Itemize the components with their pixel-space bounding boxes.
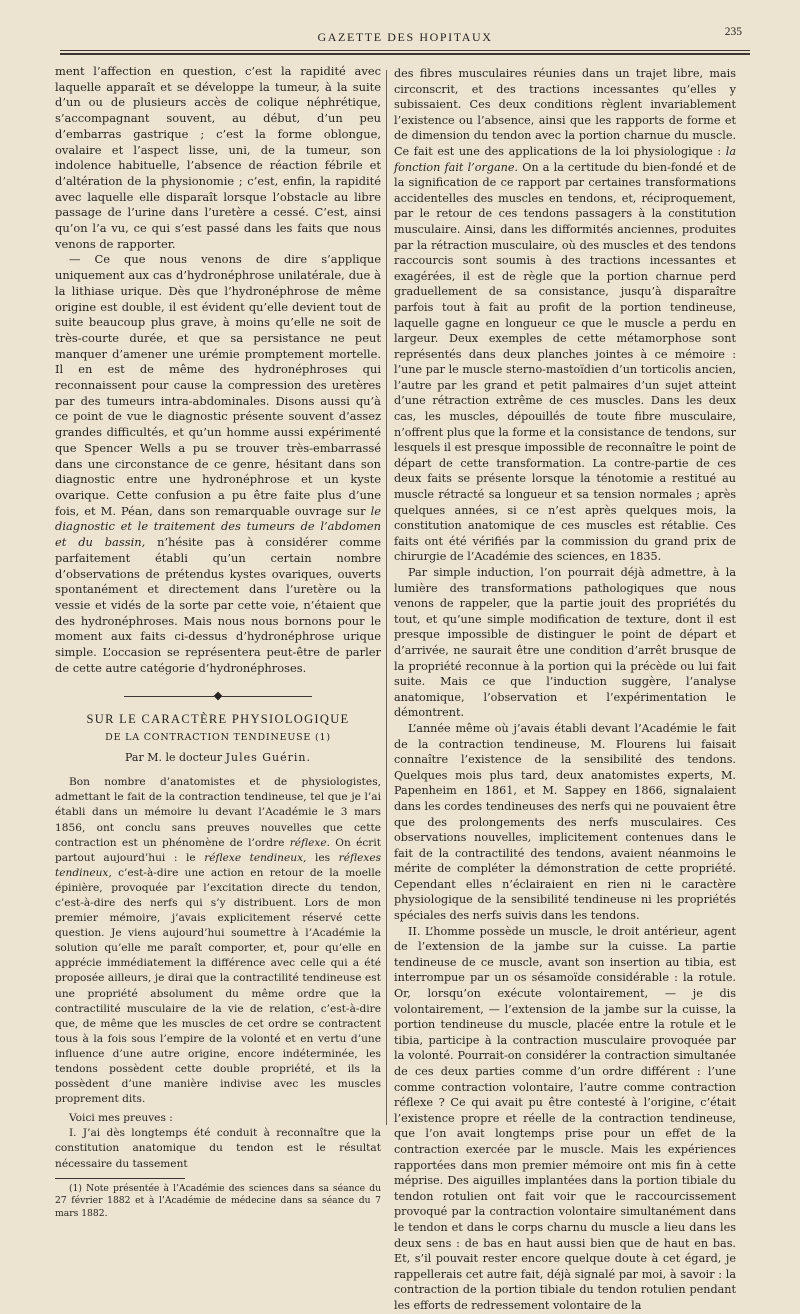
text-run: les: [315, 851, 331, 864]
paragraph-flourens: L’année même où j’avais établi devant l’Académie le fait de la contraction tendineuse, M. Flourens lui faisait connaître l’existence de la sensibilité des tendons. Quelques mois plus tard, deux anatomistes experts, M. Papenheim en 1861, et M. Sappey en 1866, signalaient dans les cordes tendineuses des nerfs qui ne pouvaient être que des prolongements des nerfs musculaires. Ces observations nouvelles, implicitement contenues dans le fait de la contractilité des tendons, avaient néanmoins le mérite de compléter la démonstration de cette propriété. Cependant elles n’éclairaient en rien ni le caractère physiologique de la sensibilité tendineuse ni les propriétés spéciales des nerfs suivis dans les tendons.: [394, 721, 736, 923]
page-header: [60, 22, 750, 60]
paragraph-hydronephrose: [55, 252, 381, 676]
paragraph-section-1: I. J’ai dès longtemps été conduit à reconnaître que la constitution anatomique du tendon est le résultat nécessaire du tassement: [55, 1127, 381, 1170]
author-name: Jules Guérin.: [225, 750, 311, 764]
term-italic: réflexe.: [289, 836, 330, 849]
paragraph-continued-right: [394, 66, 736, 565]
paragraph-section-2: II. L’homme possède un muscle, le droit antérieur, agent de l’extension de la jambe sur la cuisse. La partie tendineuse de ce muscle, avant son insertion au tibia, est interrompue par un os sésamoïde considérable : la rotule. Or, lorsqu’on exécute volontairement, — je dis volontairement, — l’extension de la jambe sur la cuisse, la portion tendineuse du muscle, placée entre la rotule et le tibia, participe à la contraction musculaire provoquée par la volonté. Pourrait-on considérer la contraction simultanée de ces deux parties comme d’un ordre différent : l’une comme contraction volontaire, l’autre comme contraction réflexe ? Ce qui avait pu être contesté à l’origine, c’était l’existence propre et réelle de la contraction tendineuse, que l’on avait longtemps prise pour un effet de la contraction exercée par le muscle. Mais les expériences rapportées dans mon premier mémoire ont mis fin à cette méprise. Des aiguilles implantées dans la portion tibiale du tendon rotulien ont fait voir que le raccourcissement provoqué par la contraction volontaire simultanément dans le tendon et dans le corps charnu du muscle a lieu dans les deux sens : de bas en haut aussi bien que de haut en bas. Et, s’il pouvait rester encore quelque doute à cet égard, je rappellerais cet autre fait, déjà signalé par moi, à savoir : la contraction de la portion tibiale du tendon rotulien pendant les efforts de redressement volontaire de la: [394, 924, 736, 1312]
maxim-italic: la fonction fait l’organe.: [394, 144, 736, 174]
author-prefix: Par M. le docteur: [124, 750, 223, 764]
paragraph-intro: [55, 775, 381, 1107]
header-rule-double: [60, 53, 750, 55]
text-run: des fibres musculaires réunies dans un trajet libre, mais circonscrit, et des tractions incessantes qu’elles y subissaient. Ces deux conditions règlent invariablement l’existence ou l’absence, ainsi que les rapports de forme et de dimension du tendon avec la portion charnue du muscle. Ce fait est une des applications de la loi physiologique :: [394, 67, 736, 158]
footnote-rule: [55, 1178, 185, 1179]
text-run: — Ce que nous venons de dire s’applique uniquement aux cas d’hydronéphrose unilatérale, due à la lithiase urique. Dès que l’hydronéphrose de même origine est double, il est évident qu’elle devient tout de suite beaucoup plus grave, à moins qu’elle ne soit de très-courte durée, et que sa persistance ne peut manquer d’amener une urémie promptement mortelle. Il en est de même des hydronéphroses qui reconnaissent pour cause la compression des uretères par des tumeurs intra-abdominales. Disons aussi qu’à ce point de vue le diagnostic présente souvent d’assez grandes difficultés, et qu’un homme aussi expérimenté que Spencer Wells a pu se trouver très-embarrassé dans une circonstance de ce genre, hésitant dans son diagnostic entre une hydronéphrose et un kyste ovarique. Cette confusion a pu être faite plus d’une fois, et M. Péan, dans son remarquable ouvrage sur: [55, 252, 381, 518]
footnote: (1) Note présentée à l’Académie des sciences dans sa séance du 27 février 1882 et à l’Académie de médecine dans sa séance du 7 mars 1882.: [55, 1182, 381, 1219]
article-subtitle: DE LA CONTRACTION TENDINEUSE (1): [105, 731, 331, 743]
left-column: [55, 64, 381, 1220]
article-body: [55, 775, 381, 1220]
header-rule: [60, 50, 750, 51]
term-italic: réflexes tendineux,: [55, 851, 382, 879]
text-run: On écrit partout aujourd’hui : le: [55, 836, 382, 864]
paragraph-induction: Par simple induction, l’on pourrait déjà admettre, à la lumière des transformations pathologiques que nous venons de rappeler, que la partie jouit des propriétés du tout, et qu’une simple modification de texture, dont il est presque impossible de distinguer le point de départ et d’arrivée, ne saurait être une condition d’arrêt brusque de la propriété reconnue à la portion qui la précède ou lui fait suite. Mais ce que l’induction suggère, l’analyse anatomique, l’observation et l’expérimentation le démontrent.: [394, 566, 736, 720]
article-separator: ◆: [55, 688, 381, 704]
right-column: [394, 66, 736, 1314]
running-title: GAZETTE DES HOPITAUX: [317, 30, 493, 44]
text-run: n’hésite pas à considérer comme parfaitement établi qu’un certain nombre d’observations de prétendus kystes ovariques, ouverts spontanément et directement dans l’uretère ou la vessie et vidés de la sorte par cette voie, n’étaient que des hydronéphroses. Mais nous nous bornons pour le moment aux faits ci-dessus d’hydronéphrose urique simple. L’occasion se représentera peut-être de parler de cette autre catégorie d’hydronéphroses.: [55, 535, 381, 675]
article-author: [55, 750, 381, 766]
paragraph-continued: ment l’affection en question, c’est la rapidité avec laquelle apparaît et se développe la tumeur, à la suite d’un ou de plusieurs accès de colique néphrétique, s’accompagnant souvent, au début, d’un peu d’embarras gastrique ; c’est la forme oblongue, ovalaire et l’aspect lisse, uni, de la tumeur, son indolence habituelle, l’absence de réaction fébrile et d’altération de la physionomie ; c’est, enfin, la rapidité avec laquelle elle disparaît lorsque l’obstacle au libre passage de l’urine dans l’uretère a cessé. C’est, ainsi qu’on l’a vu, ce qui s’est passé dans les faits que nous venons de rapporter.: [55, 64, 381, 251]
text-run: On a la certitude du bien-fondé et de la signification de ce rapport par certaines transformations accidentelles des muscles en tendons, et, réciproquement, par le retour de ces tendons passagers à la constitution musculaire. Ainsi, dans les difformités anciennes, produites par la rétraction musculaire, où des muscles et des tendons raccourcis sont soumis à des tractions incessantes et exagérées, il est de règle que la portion charnue perd graduellement de sa consistance, jusqu’à disparaître parfois tout à fait au profit de la portion tendineuse, laquelle gagne en longueur ce que le muscle a perdu en largeur. Deux exemples de cette métamorphose sont représentés dans deux planches jointes à ce mémoire : l’une par le muscle sterno-mastoïdien d’un torticolis ancien, l’autre par les grand et petit palmaires d’un sujet atteint d’une rétraction extrême de ces muscles. Dans les deux cas, les muscles, dépouillés de toute fibre musculaire, n’offrent plus que la forme et la consistance de tendons, sur lesquels il est presque impossible de reconnaître le point de départ de cette transformation. La contre-partie de ces deux faits se présente lorsque la ténotomie a restitué au muscle rétracté sa longueur et sa tension normales ; après quelques années, si ce n’est après quelques mois, la constitution anatomique de ces muscles est rétablie. Ces faits ont été vérifiés par la commission du grand prix de chirurgie de l’Académie des sciences, en 1835.: [394, 160, 736, 564]
term-italic: réflexe tendineux,: [204, 851, 307, 864]
text-run: c’est-à-dire une action en retour de la moelle épinière, provoquée par l’excitation directe du tendon, c’est-à-dire des nerfs qui s’y distribuent. Lors de mon premier mémoire, j’avais explicitement réservé cette question. Je viens aujourd’hui soumettre à l’Académie la solution qu’elle me paraît comporter, et, pour qu’elle en apprécie immédiatement la différence avec celle qui a été proposée ailleurs, je dirai que la contractilité tendineuse est une propriété absolument du même ordre que la contractilité musculaire de la vie de relation, c’est-à-dire que, de même que les muscles de cet ordre se contractent tous à la fois sous l’empire de la volonté et en vertu d’une influence d’une autre origine, encore indéterminée, les tendons possèdent cette double propriété, et ils la possèdent d’une manière indivise avec les muscles proprement dits.: [55, 866, 382, 1106]
column-divider: [386, 70, 387, 1125]
book-title-italic: le diagnostic et le traitement des tumeurs de l’abdomen et du bassin,: [55, 503, 382, 550]
paragraph-preuves: Voici mes preuves :: [69, 1112, 173, 1125]
page-number: 235: [724, 26, 742, 38]
text-run: Bon nombre d’anatomistes et de physiologistes, admettant le fait de la contraction tendineuse, tel que je l’ai établi dans un mémoire lu devant l’Académie le 3 mars 1856, ont conclu sans preuves nouvelles que cette contraction est un phénomène de l’ordre: [55, 776, 381, 849]
article-title: SUR LE CARACTÈRE PHYSIOLOGIQUE: [86, 712, 350, 727]
